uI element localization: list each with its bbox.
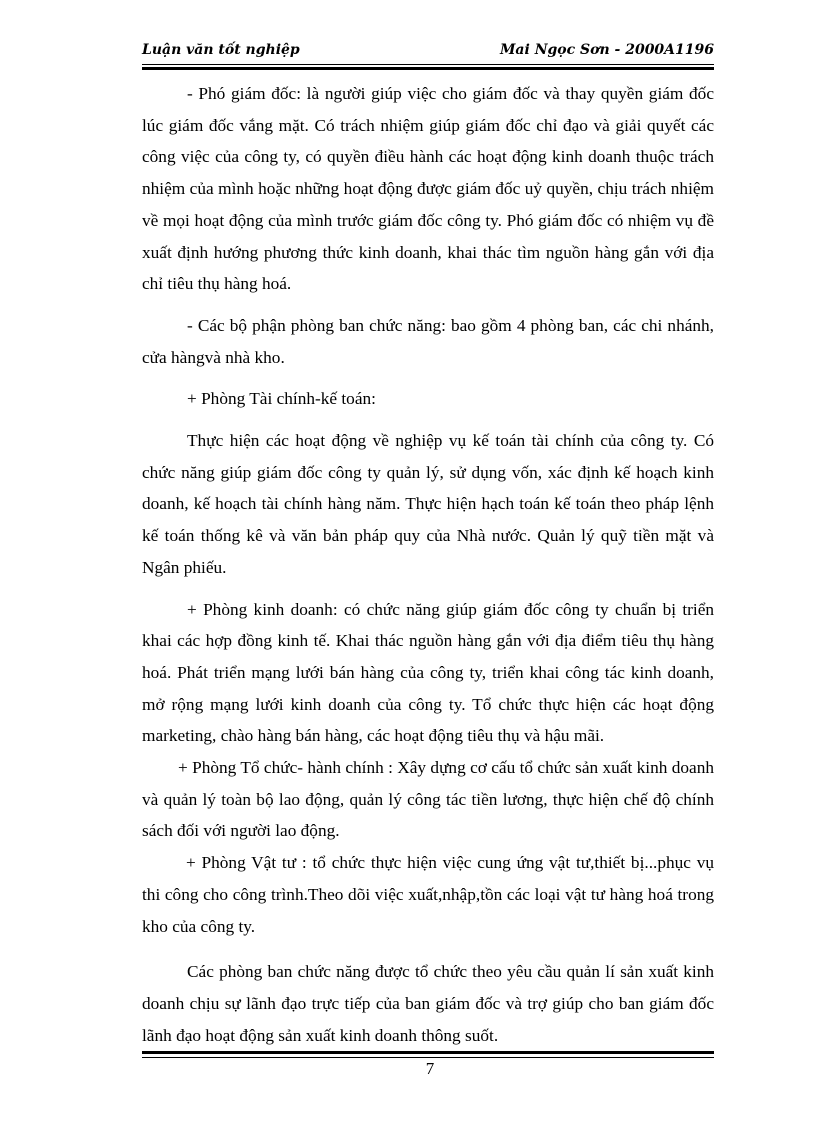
header-rule-thin xyxy=(142,64,714,65)
paragraph-finance-body: Thực hiện các hoạt động về nghiệp vụ kế toán tài chính của công ty. Có chức năng giúp giám đốc công ty quản lý, sử dụng vốn, xác định kế hoạch kinh doanh, kế hoạch tài chính hàng năm. Thực hiện hạch toán kế toán theo pháp lệnh kế toán thống kê và văn bản pháp quy của Nhà nước. Quản lý quỹ tiền mặt và Ngân phiếu. xyxy=(142,431,714,577)
header-thesis-label: Luận văn tốt nghiệp xyxy=(142,42,300,58)
paragraph-business-dept: + Phòng kinh doanh: có chức năng giúp giám đốc công ty chuẩn bị triển khai các hợp đồng kinh tế. Khai thác nguồn hàng gắn với địa điểm tiêu thụ hàng hoá. Phát triển mạng lưới bán hàng của công ty, triển khai công tác kinh doanh, mở rộng mạng lưới kinh doanh của công ty. Tổ chức thực hiện các hoạt động marketing, chào hàng bán hàng, các hoạt động tiêu thụ và hậu mãi. xyxy=(142,599,714,746)
page-number: 7 xyxy=(425,1059,435,1078)
paragraph-admin-dept: + Phòng Tổ chức- hành chính : Xây dựng cơ cấu tổ chức sản xuất kinh doanh và quản lý toàn bộ lao động, quản lý công tác tiền lương, thực hiện chế độ chính sách đối với người lao động. xyxy=(142,758,714,841)
page-header xyxy=(142,40,714,62)
paragraph-departments: - Các bộ phận phòng ban chức năng: bao gồm 4 phòng ban, các chi nhánh, cửa hàngvà nhà kho. xyxy=(142,315,714,367)
paragraph-conclusion: Các phòng ban chức năng được tổ chức theo yêu cầu quản lí sản xuất kinh doanh chịu sự lãnh đạo trực tiếp của ban giám đốc và trợ giúp cho ban giám đốc lãnh đạo hoạt động sản xuất kinh doanh thông suốt. xyxy=(142,962,714,1045)
paragraph-materials-dept: + Phòng Vật tư : tổ chức thực hiện việc cung ứng vật tư,thiết bị...phục vụ thi công cho công trình.Theo dõi việc xuất,nhập,tồn các loại vật tư hàng hoá trong kho của công ty. xyxy=(142,853,714,936)
header-rule-thick xyxy=(142,67,714,70)
footer-rule-thick xyxy=(142,1051,714,1054)
document-body xyxy=(142,78,714,1051)
paragraph-deputy-director: - Phó giám đốc: là người giúp việc cho giám đốc và thay quyền giám đốc lúc giám đốc vắng mặt. Có trách nhiệm giúp giám đốc chỉ đạo và giải quyết các công việc của công ty, có quyền điều hành các hoạt động kinh doanh thuộc trách nhiệm của mình hoặc những hoạt động được giám đốc uỷ quyền, chịu trách nhiệm về mọi hoạt động của mình trước giám đốc công ty. Phó giám đốc có nhiệm vụ đề xuất định hướng phương thức kinh doanh, khai thác tìm nguồn hàng gắn với địa chỉ tiêu thụ hàng hoá. xyxy=(142,84,714,294)
paragraph-finance-heading: + Phòng Tài chính-kế toán: xyxy=(187,389,376,409)
footer-rule-thin xyxy=(142,1057,714,1058)
header-author-id: Mai Ngọc Sơn - 2000A1196 xyxy=(499,42,714,58)
